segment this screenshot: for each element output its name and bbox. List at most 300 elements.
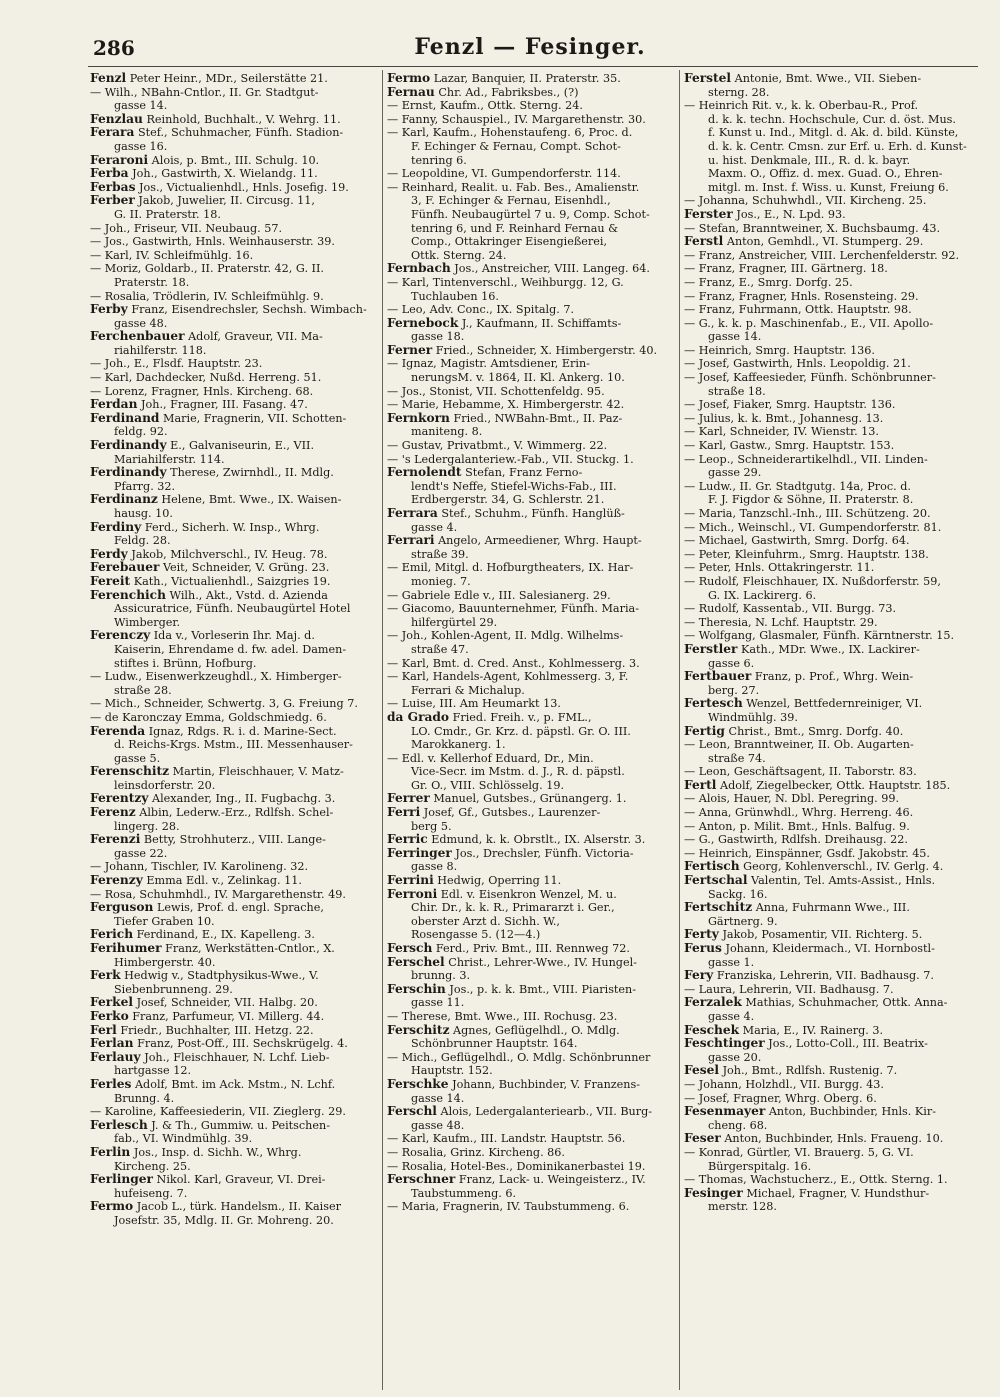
entry-text: Ferdinand, E., IX. Kapelleng. 3. <box>136 928 315 942</box>
directory-entry <box>90 72 380 113</box>
directory-entry <box>90 1051 380 1078</box>
entry-continuation-line <box>684 466 974 480</box>
entry-sub-line <box>387 629 677 643</box>
entry-head-line <box>90 1051 380 1065</box>
entry-text: — Karoline, Kaffeesiederin, VII. Zieglerg. 29. <box>90 1105 346 1119</box>
entry-sub-line <box>387 398 677 412</box>
entry-sub-line <box>387 1200 677 1214</box>
entry-sub-line <box>684 792 974 806</box>
entry-text: Hedwig, Operring 11. <box>437 874 562 888</box>
entry-text: — Rosa, Schuhmhdl., IV. Margarethenstr. 49. <box>90 887 346 901</box>
entry-surname: Ferster <box>684 207 733 221</box>
entry-text: — Marie, Hebamme, X. Himbergerstr. 42. <box>387 398 625 412</box>
directory-entry <box>90 765 380 792</box>
entry-head-line <box>90 398 380 412</box>
entry-surname: Fernbach <box>387 262 451 276</box>
entry-text: Josefstr. 35, Mdlg. II. Gr. Mohreng. 20. <box>114 1213 334 1227</box>
entry-sub-line <box>684 398 974 412</box>
entry-text: Fried., NWBahn-Bmt., II. Paz- <box>453 411 623 425</box>
entry-head-line <box>90 1146 380 1160</box>
entry-head-line <box>90 629 380 643</box>
entry-surname: Ferus <box>684 942 722 955</box>
entry-continuation-line <box>387 330 677 344</box>
directory-entry <box>684 779 974 861</box>
directory-entry <box>684 1064 974 1105</box>
entry-text: — Wolfgang, Glasmaler, Fünfh. Kärntnerstr. 15. <box>684 629 955 643</box>
entry-text: Christ., Bmt., Smrg. Dorfg. 40. <box>728 724 904 738</box>
entry-surname: Ferebauer <box>90 561 160 575</box>
entry-sub-line <box>90 888 380 902</box>
entry-text: — Theresia, N. Lchf. Hauptstr. 29. <box>684 615 878 629</box>
entry-surname: Fenzl <box>90 72 127 85</box>
entry-head-line <box>90 725 380 739</box>
entry-continuation-line <box>387 548 677 562</box>
entry-text: Praterstr. 18. <box>114 275 190 289</box>
entry-surname: Ferber <box>90 194 135 208</box>
entry-surname: Ferschel <box>387 955 445 969</box>
directory-column-2 <box>387 72 677 1390</box>
entry-head-line <box>387 792 677 806</box>
entry-text: Jos., E., N. Lpd. 93. <box>736 207 846 221</box>
entry-text: Helene, Bmt. Wwe., IX. Waisen- <box>161 493 342 507</box>
directory-entry <box>684 928 974 942</box>
entry-surname: Fesel <box>684 1064 719 1078</box>
entry-head-line <box>90 154 380 168</box>
entry-text: Tiefer Graben 10. <box>114 914 215 928</box>
entry-continuation-line <box>90 480 380 494</box>
entry-text: nerungsM. v. 1864, II. Kl. Ankerg. 10. <box>411 371 625 385</box>
entry-surname: Ferlan <box>90 1037 134 1051</box>
entry-sub-line <box>387 113 677 127</box>
entry-continuation-line <box>684 167 974 181</box>
entry-text: Anton, Gemhdl., VI. Stumperg. 29. <box>726 235 924 249</box>
entry-text: — Joh., Friseur, VII. Neubaug. 57. <box>90 221 283 235</box>
entry-head-line <box>684 928 974 942</box>
directory-entry <box>387 792 677 806</box>
entry-text: Maria, E., IV. Rainerg. 3. <box>742 1023 884 1037</box>
entry-head-line <box>387 507 677 521</box>
entry-continuation-line <box>684 154 974 168</box>
entry-surname: Ferenschitz <box>90 765 170 779</box>
entry-surname: Fertl <box>684 778 717 792</box>
entry-surname: Ferdy <box>90 547 128 561</box>
entry-sub-line <box>684 820 974 834</box>
entry-text: — Fanny, Schauspiel., IV. Margarethenstr. 30. <box>387 112 646 126</box>
entry-surname: Fertisch <box>684 860 740 874</box>
entry-sub-line <box>684 1173 974 1187</box>
entry-head-line <box>90 303 380 317</box>
entry-text: brunng. 3. <box>411 969 471 983</box>
directory-entry <box>684 1187 974 1214</box>
directory-entry <box>684 860 974 874</box>
entry-text: Therese, Zwirnhdl., II. Mdlg. <box>170 466 334 480</box>
entry-continuation-line <box>684 1119 974 1133</box>
entry-surname: Feschek <box>684 1023 740 1037</box>
entry-continuation-line <box>684 493 974 507</box>
entry-head-line <box>684 725 974 739</box>
entry-sub-line <box>387 670 677 684</box>
entry-sub-line <box>387 752 677 766</box>
entry-surname: Ferlin <box>90 1145 131 1159</box>
entry-text: — G., k. k. p. Maschinenfab., E., VII. Apollo- <box>684 316 934 330</box>
directory-entry <box>90 303 380 330</box>
entry-sub-line <box>684 303 974 317</box>
entry-sub-line <box>684 765 974 779</box>
entry-text: — Lorenz, Fragner, Hnls. Kircheng. 68. <box>90 384 314 398</box>
entry-text: Wenzel, Bettfedernreiniger, VI. <box>746 697 923 711</box>
entry-continuation-line <box>684 888 974 902</box>
entry-text: — Laura, Lehrerin, VII. Badhausg. 7. <box>684 982 894 996</box>
entry-continuation-line <box>387 222 677 236</box>
entry-text: Peter Heinr., MDr., Seilerstätte 21. <box>129 72 328 85</box>
entry-head-line <box>684 942 974 956</box>
entry-text: fab., VI. Windmühlg. 39. <box>114 1132 253 1146</box>
entry-text: — Wilh., NBahn-Cntlor., II. Gr. Stadtgut- <box>90 85 319 99</box>
entry-continuation-line <box>90 752 380 766</box>
entry-text: Assicuratrice, Fünfh. Neubaugürtel Hotel <box>114 602 351 616</box>
entry-text: Martin, Fleischhauer, V. Matz- <box>172 765 344 779</box>
entry-head-line <box>90 942 380 956</box>
entry-surname: Ferner <box>387 343 433 357</box>
entry-head-line <box>684 208 974 222</box>
entry-text: F. J. Figdor & Söhne, II. Praterstr. 8. <box>708 493 914 507</box>
entry-surname: Ferlesch <box>90 1118 148 1132</box>
directory-entry <box>387 1173 677 1214</box>
entry-text: straße 74. <box>708 751 766 765</box>
entry-text: Erdbergerstr. 34, G. Schlerstr. 21. <box>411 493 605 507</box>
entry-text: — Gustav, Privatbmt., V. Wimmerg. 22. <box>387 439 608 453</box>
directory-entry <box>387 1105 677 1173</box>
entry-text: — Karl, Tintenverschl., Weihburgg. 12, G. <box>387 275 624 289</box>
entry-text: — Johann, Holzhdl., VII. Burgg. 43. <box>684 1077 884 1091</box>
entry-text: Joh., Fleischhauer, N. Lchf. Lieb- <box>144 1050 330 1064</box>
entry-sub-line <box>684 412 974 426</box>
directory-entry <box>387 956 677 983</box>
directory-entry <box>90 996 380 1010</box>
directory-entry <box>684 72 974 208</box>
entry-sub-line <box>387 1010 677 1024</box>
entry-surname: Ferdinand <box>90 411 160 425</box>
entry-head-line <box>684 969 974 983</box>
entry-continuation-line <box>387 521 677 535</box>
entry-head-line <box>684 1187 974 1201</box>
entry-surname: Ferrara <box>387 507 438 520</box>
entry-surname: Ferich <box>90 928 134 942</box>
directory-entry <box>90 833 380 874</box>
entry-text: Jos., Anstreicher, VIII. Langeg. 64. <box>454 262 650 276</box>
entry-sub-line <box>387 1132 677 1146</box>
entry-text: J. & Th., Gummiw. u. Peitschen- <box>151 1118 330 1132</box>
entry-head-line <box>90 792 380 806</box>
entry-surname: Ferringer <box>387 846 452 860</box>
entry-text: Johann, Buchbinder, V. Franzens- <box>452 1077 641 1091</box>
entry-text: Franz, Lack- u. Weingeisterz., IV. <box>458 1173 646 1187</box>
entry-text: — G., Gastwirth, Rdlfsh. Dreihausg. 22. <box>684 833 908 847</box>
entry-continuation-line <box>684 1160 974 1174</box>
entry-text: — Heinrich Rit. v., k. k. Oberbau-R., Prof. <box>684 99 919 113</box>
entry-text: Hauptstr. 152. <box>411 1064 493 1078</box>
entry-text: — de Karonczay Emma, Goldschmiedg. 6. <box>90 710 327 724</box>
entry-text: Siebenbrunneng. 29. <box>114 982 233 996</box>
entry-text: Wimberger. <box>114 615 181 629</box>
entry-text: Jos., p. k. k. Bmt., VIII. Piaristen- <box>449 982 637 996</box>
entry-head-line <box>90 1173 380 1187</box>
directory-entry <box>90 806 380 833</box>
entry-sub-line <box>387 439 677 453</box>
entry-text: straße 18. <box>708 384 766 398</box>
directory-entry <box>387 806 677 833</box>
entry-surname: Ferenzy <box>90 874 143 888</box>
entry-text: Jos., Drechsler, Fünfh. Victoria- <box>455 846 634 860</box>
entry-surname: Feraroni <box>90 153 149 167</box>
entry-continuation-line <box>684 915 974 929</box>
entry-text: — Karl, Kaufm., Hohenstaufeng. 6, Proc. d. <box>387 126 633 140</box>
entry-head-line <box>387 466 677 480</box>
entry-continuation-line <box>90 684 380 698</box>
directory-entry <box>684 874 974 901</box>
entry-text: gasse 20. <box>708 1050 762 1064</box>
directory-entry <box>90 330 380 398</box>
entry-sub-line <box>684 222 974 236</box>
entry-text: Christ., Lehrer-Wwe., IV. Hungel- <box>448 955 637 969</box>
entry-sub-line <box>684 276 974 290</box>
directory-entry <box>387 317 677 344</box>
entry-text: — Peter, Kleinfuhrm., Smrg. Hauptstr. 138. <box>684 547 929 561</box>
directory-entry <box>90 575 380 589</box>
entry-surname: Fermo <box>387 72 431 85</box>
entry-sub-line <box>90 385 380 399</box>
entry-surname: Ferenchich <box>90 588 166 602</box>
entry-text: Kath., Victualienhdl., Saizgries 19. <box>133 574 331 588</box>
entry-surname: Ferl <box>90 1023 117 1037</box>
column-divider <box>679 70 680 1390</box>
entry-surname: Ferba <box>90 167 129 181</box>
entry-text: — Alois, Hauer, N. Dbl. Peregring. 99. <box>684 792 900 806</box>
entry-text: G. IX. Lackirerg. 6. <box>708 588 817 602</box>
entry-text: — Ludw., Eisenwerkzeughdl., X. Himberger- <box>90 670 342 684</box>
entry-sub-line <box>387 657 677 671</box>
entry-text: Sackg. 16. <box>708 887 768 901</box>
entry-sub-line <box>387 385 677 399</box>
entry-surname: Ferkel <box>90 996 133 1010</box>
entry-head-line <box>90 969 380 983</box>
entry-sub-line <box>387 589 677 603</box>
entry-sub-line <box>387 1051 677 1065</box>
entry-text: gasse 5. <box>114 751 161 765</box>
entry-text: Ottk. Sterng. 24. <box>411 248 507 262</box>
entry-surname: Fery <box>684 969 714 983</box>
directory-entry <box>387 847 677 874</box>
entry-surname: Ferenz <box>90 806 136 820</box>
entry-continuation-line <box>684 657 974 671</box>
entry-sub-line <box>387 357 677 371</box>
entry-continuation-line <box>90 1214 380 1228</box>
entry-surname: Fesinger <box>684 1186 743 1200</box>
entry-sub-line <box>684 1092 974 1106</box>
entry-sub-line <box>684 1146 974 1160</box>
entry-text: Nikol. Karl, Graveur, VI. Drei- <box>156 1173 326 1187</box>
entry-continuation-line <box>90 425 380 439</box>
entry-sub-line <box>387 99 677 113</box>
entry-head-line <box>90 330 380 344</box>
entry-text: — Josef, Fiaker, Smrg. Hauptstr. 136. <box>684 398 896 412</box>
entry-sub-line <box>90 1105 380 1119</box>
entry-sub-line <box>90 371 380 385</box>
entry-text: Fried., Schneider, X. Himbergerstr. 40. <box>435 343 657 357</box>
entry-head-line <box>90 194 380 208</box>
entry-head-line <box>90 928 380 942</box>
directory-entry <box>387 534 677 711</box>
entry-text: Mariahilferstr. 114. <box>114 452 225 466</box>
entry-text: gasse 14. <box>411 1091 465 1105</box>
entry-text: Joh., Bmt., Rdlfsh. Rustenig. 7. <box>722 1064 898 1078</box>
entry-text: Fried. Freih. v., p. FML., <box>452 710 592 724</box>
entry-sub-line <box>684 806 974 820</box>
directory-entry <box>387 874 677 888</box>
entry-text: — Rudolf, Fleischhauer, IX. Nußdorferstr. 59, <box>684 574 941 588</box>
entry-sub-line <box>684 249 974 263</box>
entry-head-line <box>90 466 380 480</box>
entry-head-line <box>684 1132 974 1146</box>
entry-text: Franz, Werkstätten-Cntlor., X. <box>165 942 335 955</box>
entry-text: Franz, Eisendrechsler, Sechsh. Wimbach- <box>131 303 367 317</box>
directory-entry <box>387 1078 677 1105</box>
entry-continuation-line <box>90 453 380 467</box>
entry-sub-line <box>90 235 380 249</box>
directory-entry <box>90 1037 380 1051</box>
directory-entry <box>684 1105 974 1132</box>
entry-surname: Ferri <box>387 806 421 820</box>
entry-text: — Emil, Mitgl. d. Hofburgtheaters, IX. Har- <box>387 561 634 575</box>
entry-head-line <box>684 874 974 888</box>
directory-column-1 <box>90 72 380 1390</box>
entry-text: — Michael, Gastwirth, Smrg. Dorfg. 64. <box>684 534 910 548</box>
directory-entry <box>90 1119 380 1146</box>
entry-continuation-line <box>387 643 677 657</box>
entry-text: Joh., Fragner, III. Fasang. 47. <box>141 398 308 412</box>
entry-text: Brunng. 4. <box>114 1091 175 1105</box>
entry-text: gasse 1. <box>708 955 755 969</box>
entry-text: gasse 48. <box>114 316 168 330</box>
entry-head-line <box>387 888 677 902</box>
entry-text: Stef., Schuhm., Fünfh. Hanglüß- <box>441 507 625 520</box>
entry-head-line <box>387 847 677 861</box>
directory-entry <box>387 888 677 942</box>
entry-text: straße 28. <box>114 683 172 697</box>
entry-text: Alois, p. Bmt., III. Schulg. 10. <box>151 153 320 167</box>
entry-surname: Ferk <box>90 969 121 983</box>
entry-surname: Ferenczy <box>90 629 151 643</box>
entry-surname: Fereit <box>90 574 131 588</box>
entry-surname: Ferschner <box>387 1173 456 1187</box>
directory-entry <box>90 1010 380 1024</box>
entry-text: hilfergürtel 29. <box>411 615 498 629</box>
entry-text: tenring 6. <box>411 153 467 167</box>
entry-head-line <box>90 167 380 181</box>
entry-text: — Mich., Weinschl., VI. Gumpendorferstr. 81. <box>684 520 942 534</box>
entry-continuation-line <box>90 956 380 970</box>
entry-surname: Ferdinandy <box>90 466 167 480</box>
entry-sub-line <box>90 697 380 711</box>
entry-sub-line <box>684 561 974 575</box>
entry-text: Jakob, Posamentir, VII. Richterg. 5. <box>722 928 923 942</box>
entry-continuation-line <box>387 1187 677 1201</box>
entry-head-line <box>387 1173 677 1187</box>
entry-text: — Heinrich, Smrg. Hauptstr. 136. <box>684 343 875 357</box>
directory-column-3 <box>684 72 974 1390</box>
entry-continuation-line <box>387 860 677 874</box>
entry-surname: Ferzalek <box>684 996 742 1010</box>
entry-continuation-line <box>90 616 380 630</box>
entry-sub-line <box>684 1078 974 1092</box>
entry-text: maniteng. 8. <box>411 425 483 439</box>
entry-surname: Ferlinger <box>90 1173 153 1187</box>
entry-text: — Karl, Gastw., Smrg. Hauptstr. 153. <box>684 439 895 453</box>
entry-text: Stef., Schuhmacher, Fünfh. Stadion- <box>137 126 344 140</box>
entry-head-line <box>684 1105 974 1119</box>
entry-text: cheng. 68. <box>708 1118 768 1132</box>
entry-surname: Feser <box>684 1132 721 1146</box>
directory-entry <box>90 154 380 168</box>
entry-head-line <box>387 1105 677 1119</box>
entry-text: Jacob L., türk. Handelsm., II. Kaiser <box>136 1200 341 1214</box>
entry-head-line <box>684 860 974 874</box>
entry-continuation-line <box>90 1092 380 1106</box>
entry-text: — 's Ledergalanteriew.-Fab., VII. Stuckg. 1. <box>387 452 634 466</box>
entry-surname: Ferstl <box>684 235 724 249</box>
entry-continuation-line <box>684 1010 974 1024</box>
entry-head-line <box>684 643 974 657</box>
directory-entry <box>387 466 677 507</box>
directory-entry <box>387 344 677 412</box>
entry-text: — Franz, E., Smrg. Dorfg. 25. <box>684 275 853 289</box>
entry-text: Jos., Victualienhdl., Hnls. Josefig. 19. <box>139 180 349 194</box>
entry-text: riahilferstr. 118. <box>114 343 207 357</box>
entry-head-line <box>90 113 380 127</box>
entry-text: Franziska, Lehrerin, VII. Badhausg. 7. <box>716 969 934 983</box>
entry-continuation-line <box>387 575 677 589</box>
entry-sub-line <box>684 983 974 997</box>
entry-continuation-line <box>684 752 974 766</box>
entry-head-line <box>387 1078 677 1092</box>
entry-text: — Franz, Fuhrmann, Ottk. Hauptstr. 98. <box>684 303 912 317</box>
entry-continuation-line <box>387 725 677 739</box>
entry-text: — Karl, Bmt. d. Cred. Anst., Kohlmesserg. 3. <box>387 656 640 670</box>
entry-continuation-line <box>90 276 380 290</box>
entry-text: berg 5. <box>411 819 452 833</box>
entry-continuation-line <box>684 1051 974 1065</box>
entry-surname: Ferric <box>387 833 428 847</box>
entry-continuation-line <box>90 657 380 671</box>
entry-text: gasse 11. <box>411 996 465 1010</box>
entry-continuation-line <box>387 493 677 507</box>
entry-text: — Mich., Schneider, Schwertg. 3, G. Freiung 7. <box>90 697 358 711</box>
entry-surname: Ferschl <box>387 1105 437 1119</box>
entry-head-line <box>387 833 677 847</box>
entry-text: — Moriz, Goldarb., II. Praterstr. 42, G. II. <box>90 262 324 276</box>
directory-entry <box>90 561 380 575</box>
entry-text: Ignaz, Rdgs. R. i. d. Marine-Sect. <box>148 724 337 738</box>
entry-sub-line <box>90 222 380 236</box>
entry-text: gasse 48. <box>411 1118 465 1132</box>
entry-continuation-line <box>684 126 974 140</box>
entry-surname: Ferrer <box>387 792 430 806</box>
entry-continuation-line <box>90 983 380 997</box>
column-divider <box>382 70 383 1390</box>
directory-entry <box>90 969 380 996</box>
entry-text: — Ludw., II. Gr. Stadtgutg. 14a, Proc. d. <box>684 479 911 493</box>
entry-sub-line <box>387 276 677 290</box>
